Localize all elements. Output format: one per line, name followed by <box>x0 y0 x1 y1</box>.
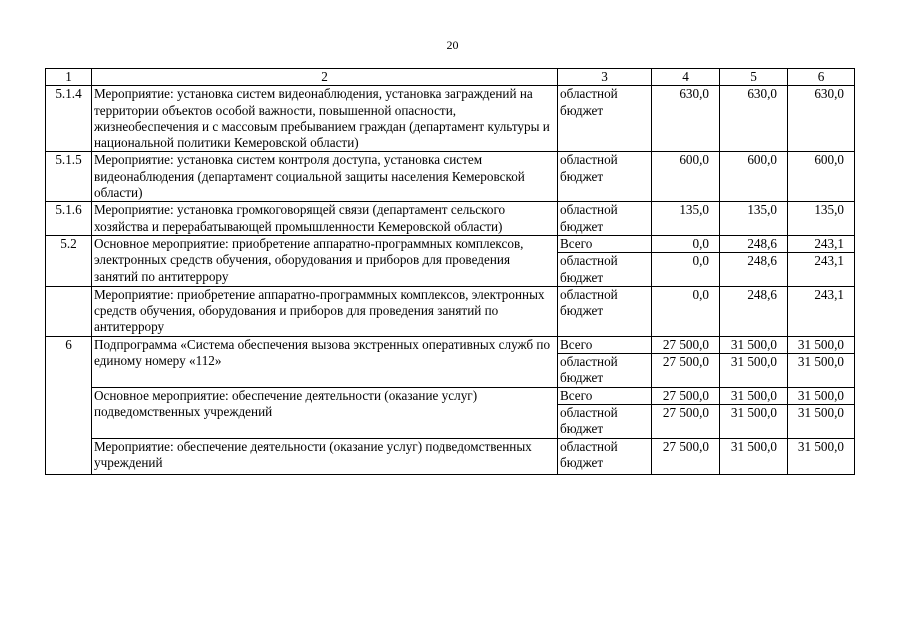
funding-source: Всего <box>558 235 652 252</box>
table-row <box>46 152 855 202</box>
value-col-6: 243,1 <box>788 253 855 287</box>
funding-source: областной бюджет <box>558 354 652 388</box>
value-col-5: 135,0 <box>720 202 788 236</box>
funding-source: областной бюджет <box>558 286 652 336</box>
funding-source: Всего <box>558 336 652 353</box>
header-col-1: 1 <box>46 69 92 86</box>
value-col-6: 600,0 <box>788 152 855 202</box>
row-description: Основное мероприятие: обеспечение деятельности (оказание услуг) подведомственных учреждений <box>92 387 558 438</box>
table-row <box>46 286 855 336</box>
value-col-6: 31 500,0 <box>788 387 855 404</box>
value-col-4: 630,0 <box>652 86 720 152</box>
value-col-4: 0,0 <box>652 253 720 287</box>
header-row <box>46 69 855 86</box>
row-description: Мероприятие: приобретение аппаратно-программных комплексов, электронных средств обучения, оборудования и приборов для проведения занятий по антитеррору <box>92 286 558 336</box>
value-col-5: 31 500,0 <box>720 438 788 474</box>
header-col-6: 6 <box>788 69 855 86</box>
header-col-5: 5 <box>720 69 788 86</box>
value-col-4: 0,0 <box>652 235 720 252</box>
row-number: 5.1.4 <box>46 86 92 152</box>
value-col-5: 31 500,0 <box>720 354 788 388</box>
value-col-6: 135,0 <box>788 202 855 236</box>
value-col-4: 27 500,0 <box>652 336 720 353</box>
header-col-3: 3 <box>558 69 652 86</box>
value-col-5: 248,6 <box>720 253 788 287</box>
funding-source: Всего <box>558 387 652 404</box>
value-col-4: 27 500,0 <box>652 387 720 404</box>
page-number: 20 <box>446 38 459 52</box>
table-row <box>46 235 855 252</box>
value-col-6: 243,1 <box>788 235 855 252</box>
value-col-4: 600,0 <box>652 152 720 202</box>
funding-source: областной бюджет <box>558 202 652 236</box>
value-col-5: 31 500,0 <box>720 387 788 404</box>
row-number: 5.1.5 <box>46 152 92 202</box>
row-number: 5.1.6 <box>46 202 92 236</box>
value-col-6: 243,1 <box>788 286 855 336</box>
value-col-4: 27 500,0 <box>652 404 720 438</box>
value-col-6: 31 500,0 <box>788 438 855 474</box>
row-description: Подпрограмма «Система обеспечения вызова экстренных оперативных служб по единому номеру «112» <box>92 336 558 387</box>
program-table <box>45 68 855 475</box>
value-col-5: 248,6 <box>720 235 788 252</box>
row-description: Мероприятие: установка систем видеонаблюдения, установка заграждений на территории объектов особой важности, повышенной опасности, жизнеобеспечения и с массовым пребыванием граждан (департамент культуры и национальной политики Кемеровской области) <box>92 86 558 152</box>
funding-source: областной бюджет <box>558 438 652 474</box>
row-number <box>46 286 92 336</box>
value-col-4: 27 500,0 <box>652 438 720 474</box>
value-col-6: 31 500,0 <box>788 404 855 438</box>
value-col-6: 630,0 <box>788 86 855 152</box>
row-description: Мероприятие: обеспечение деятельности (оказание услуг) подведомственных учреждений <box>92 438 558 474</box>
row-number: 6 <box>46 336 92 474</box>
value-col-6: 31 500,0 <box>788 354 855 388</box>
value-col-5: 31 500,0 <box>720 404 788 438</box>
value-col-4: 135,0 <box>652 202 720 236</box>
funding-source: областной бюджет <box>558 253 652 287</box>
table-row <box>46 86 855 152</box>
row-description: Мероприятие: установка систем контроля доступа, установка систем видеонаблюдения (департамент социальной защиты населения Кемеровской области) <box>92 152 558 202</box>
row-number: 5.2 <box>46 235 92 286</box>
funding-source: областной бюджет <box>558 404 652 438</box>
funding-source: областной бюджет <box>558 152 652 202</box>
row-description: Основное мероприятие: приобретение аппаратно-программных комплексов, электронных средств обучения, оборудования и приборов для проведения занятий по антитеррору <box>92 235 558 286</box>
value-col-5: 248,6 <box>720 286 788 336</box>
header-col-2: 2 <box>92 69 558 86</box>
row-description: Мероприятие: установка громкоговорящей связи (департамент сельского хозяйства и перерабатывающей промышленности Кемеровской области) <box>92 202 558 236</box>
funding-source: областной бюджет <box>558 86 652 152</box>
value-col-5: 630,0 <box>720 86 788 152</box>
table-row <box>46 387 855 404</box>
table-row <box>46 336 855 353</box>
value-col-4: 0,0 <box>652 286 720 336</box>
table-row <box>46 202 855 236</box>
value-col-5: 600,0 <box>720 152 788 202</box>
value-col-6: 31 500,0 <box>788 336 855 353</box>
header-col-4: 4 <box>652 69 720 86</box>
value-col-5: 31 500,0 <box>720 336 788 353</box>
value-col-4: 27 500,0 <box>652 354 720 388</box>
